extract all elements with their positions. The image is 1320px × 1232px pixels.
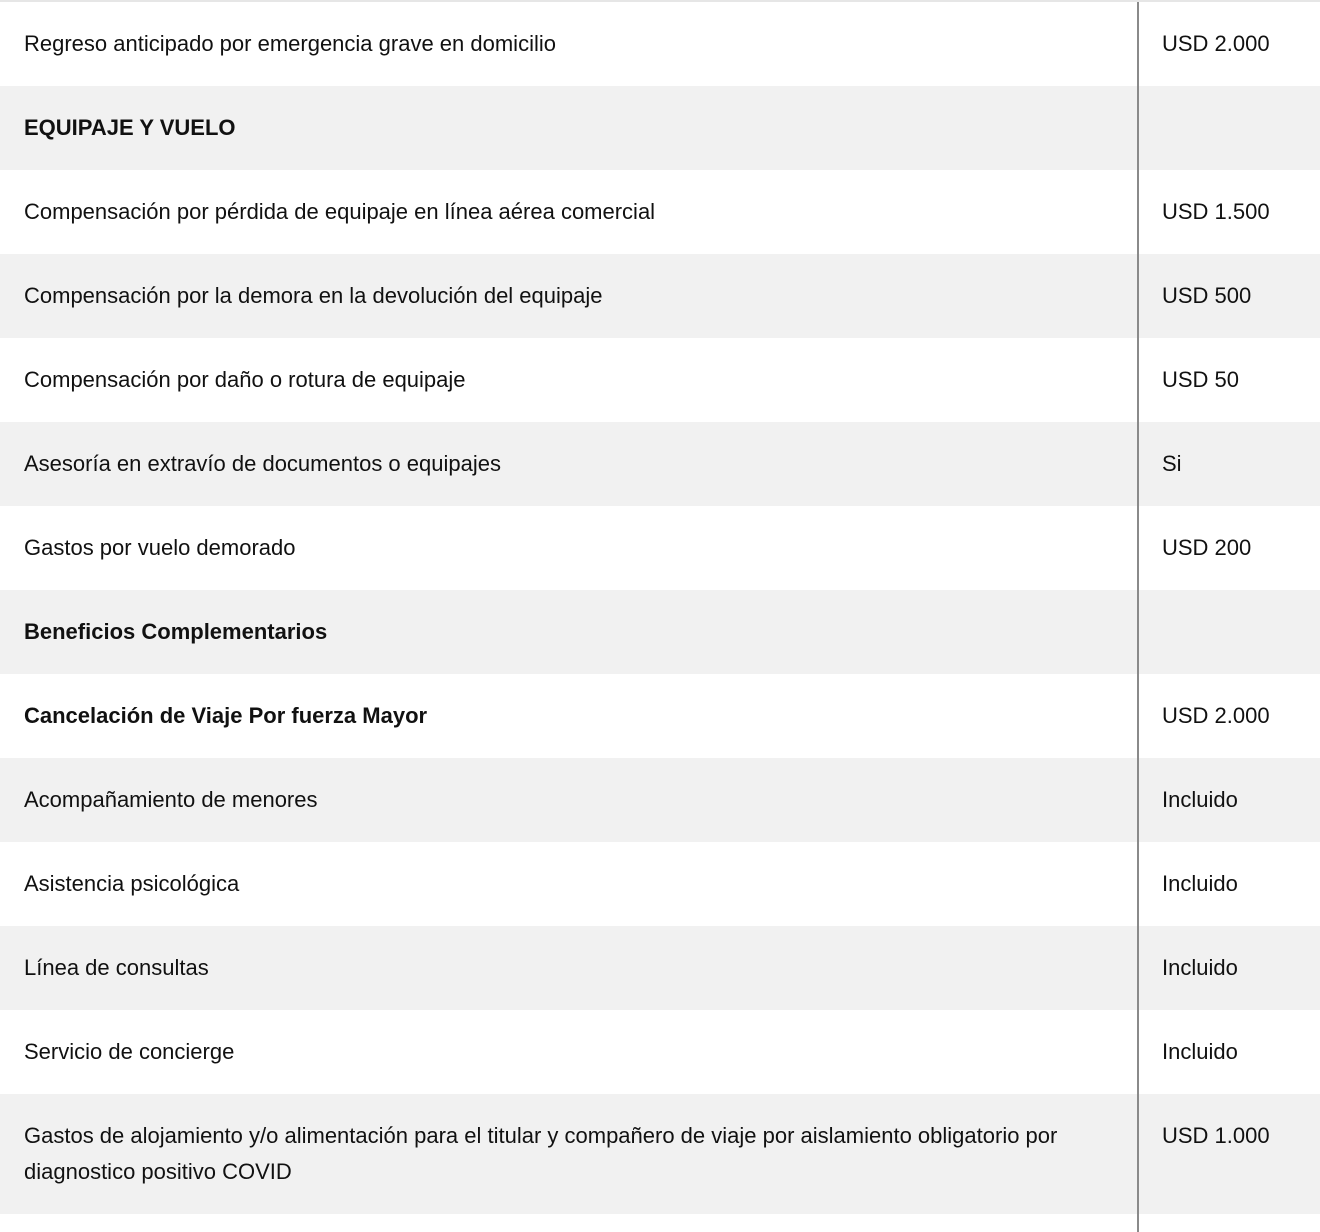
row-label: Asesoría en extravío de documentos o equipajes [0,422,1139,506]
row-value: USD 200 [1162,535,1252,560]
table-row [0,338,1320,422]
table-row [0,842,1320,926]
row-label: Asistencia psicológica [0,842,1139,926]
table-row [0,422,1320,506]
table-row [0,1010,1320,1094]
table-row [0,758,1320,842]
table-row [0,170,1320,254]
row-label: Cancelación de Viaje Por fuerza Mayor [0,674,1139,758]
row-label: Servicio de concierge [0,1010,1139,1094]
row-value: USD 1.000 [1162,1123,1270,1148]
column-divider [0,1214,1139,1232]
section-header-label: Beneficios Complementarios [0,590,1139,674]
table-row [0,926,1320,1010]
row-value: Incluido [1162,955,1238,980]
section-header-row [0,86,1320,170]
row-value: Si [1162,451,1182,476]
table-row [0,1094,1320,1214]
row-label: Línea de consultas [0,926,1139,1010]
row-label: Compensación por daño o rotura de equipaje [0,338,1139,422]
row-value: Incluido [1162,787,1238,812]
row-label: Regreso anticipado por emergencia grave en domicilio [0,2,1139,86]
row-label: Gastos por vuelo demorado [0,506,1139,590]
row-value [1139,590,1320,674]
row-label: Acompañamiento de menores [0,758,1139,842]
row-label: Compensación por pérdida de equipaje en línea aérea comercial [0,170,1139,254]
row-label: Gastos de alojamiento y/o alimentación para el titular y compañero de viaje por aislamiento obligatorio por diagnostico positivo COVID [0,1094,1139,1214]
table-row [0,506,1320,590]
row-value [1139,86,1320,170]
table-row [0,674,1320,758]
row-value: Incluido [1162,1039,1238,1064]
row-value: USD 1.500 [1162,199,1270,224]
section-header-row [0,590,1320,674]
row-label: Compensación por la demora en la devolución del equipaje [0,254,1139,338]
row-value: USD 500 [1162,283,1252,308]
table-row [0,254,1320,338]
row-value: USD 2.000 [1162,703,1270,728]
table-row [0,2,1320,86]
row-value: USD 50 [1162,367,1240,392]
section-header-label: EQUIPAJE Y VUELO [0,86,1139,170]
table-continuation [0,1214,1320,1232]
row-value: Incluido [1162,871,1238,896]
row-value: USD 2.000 [1162,31,1270,56]
